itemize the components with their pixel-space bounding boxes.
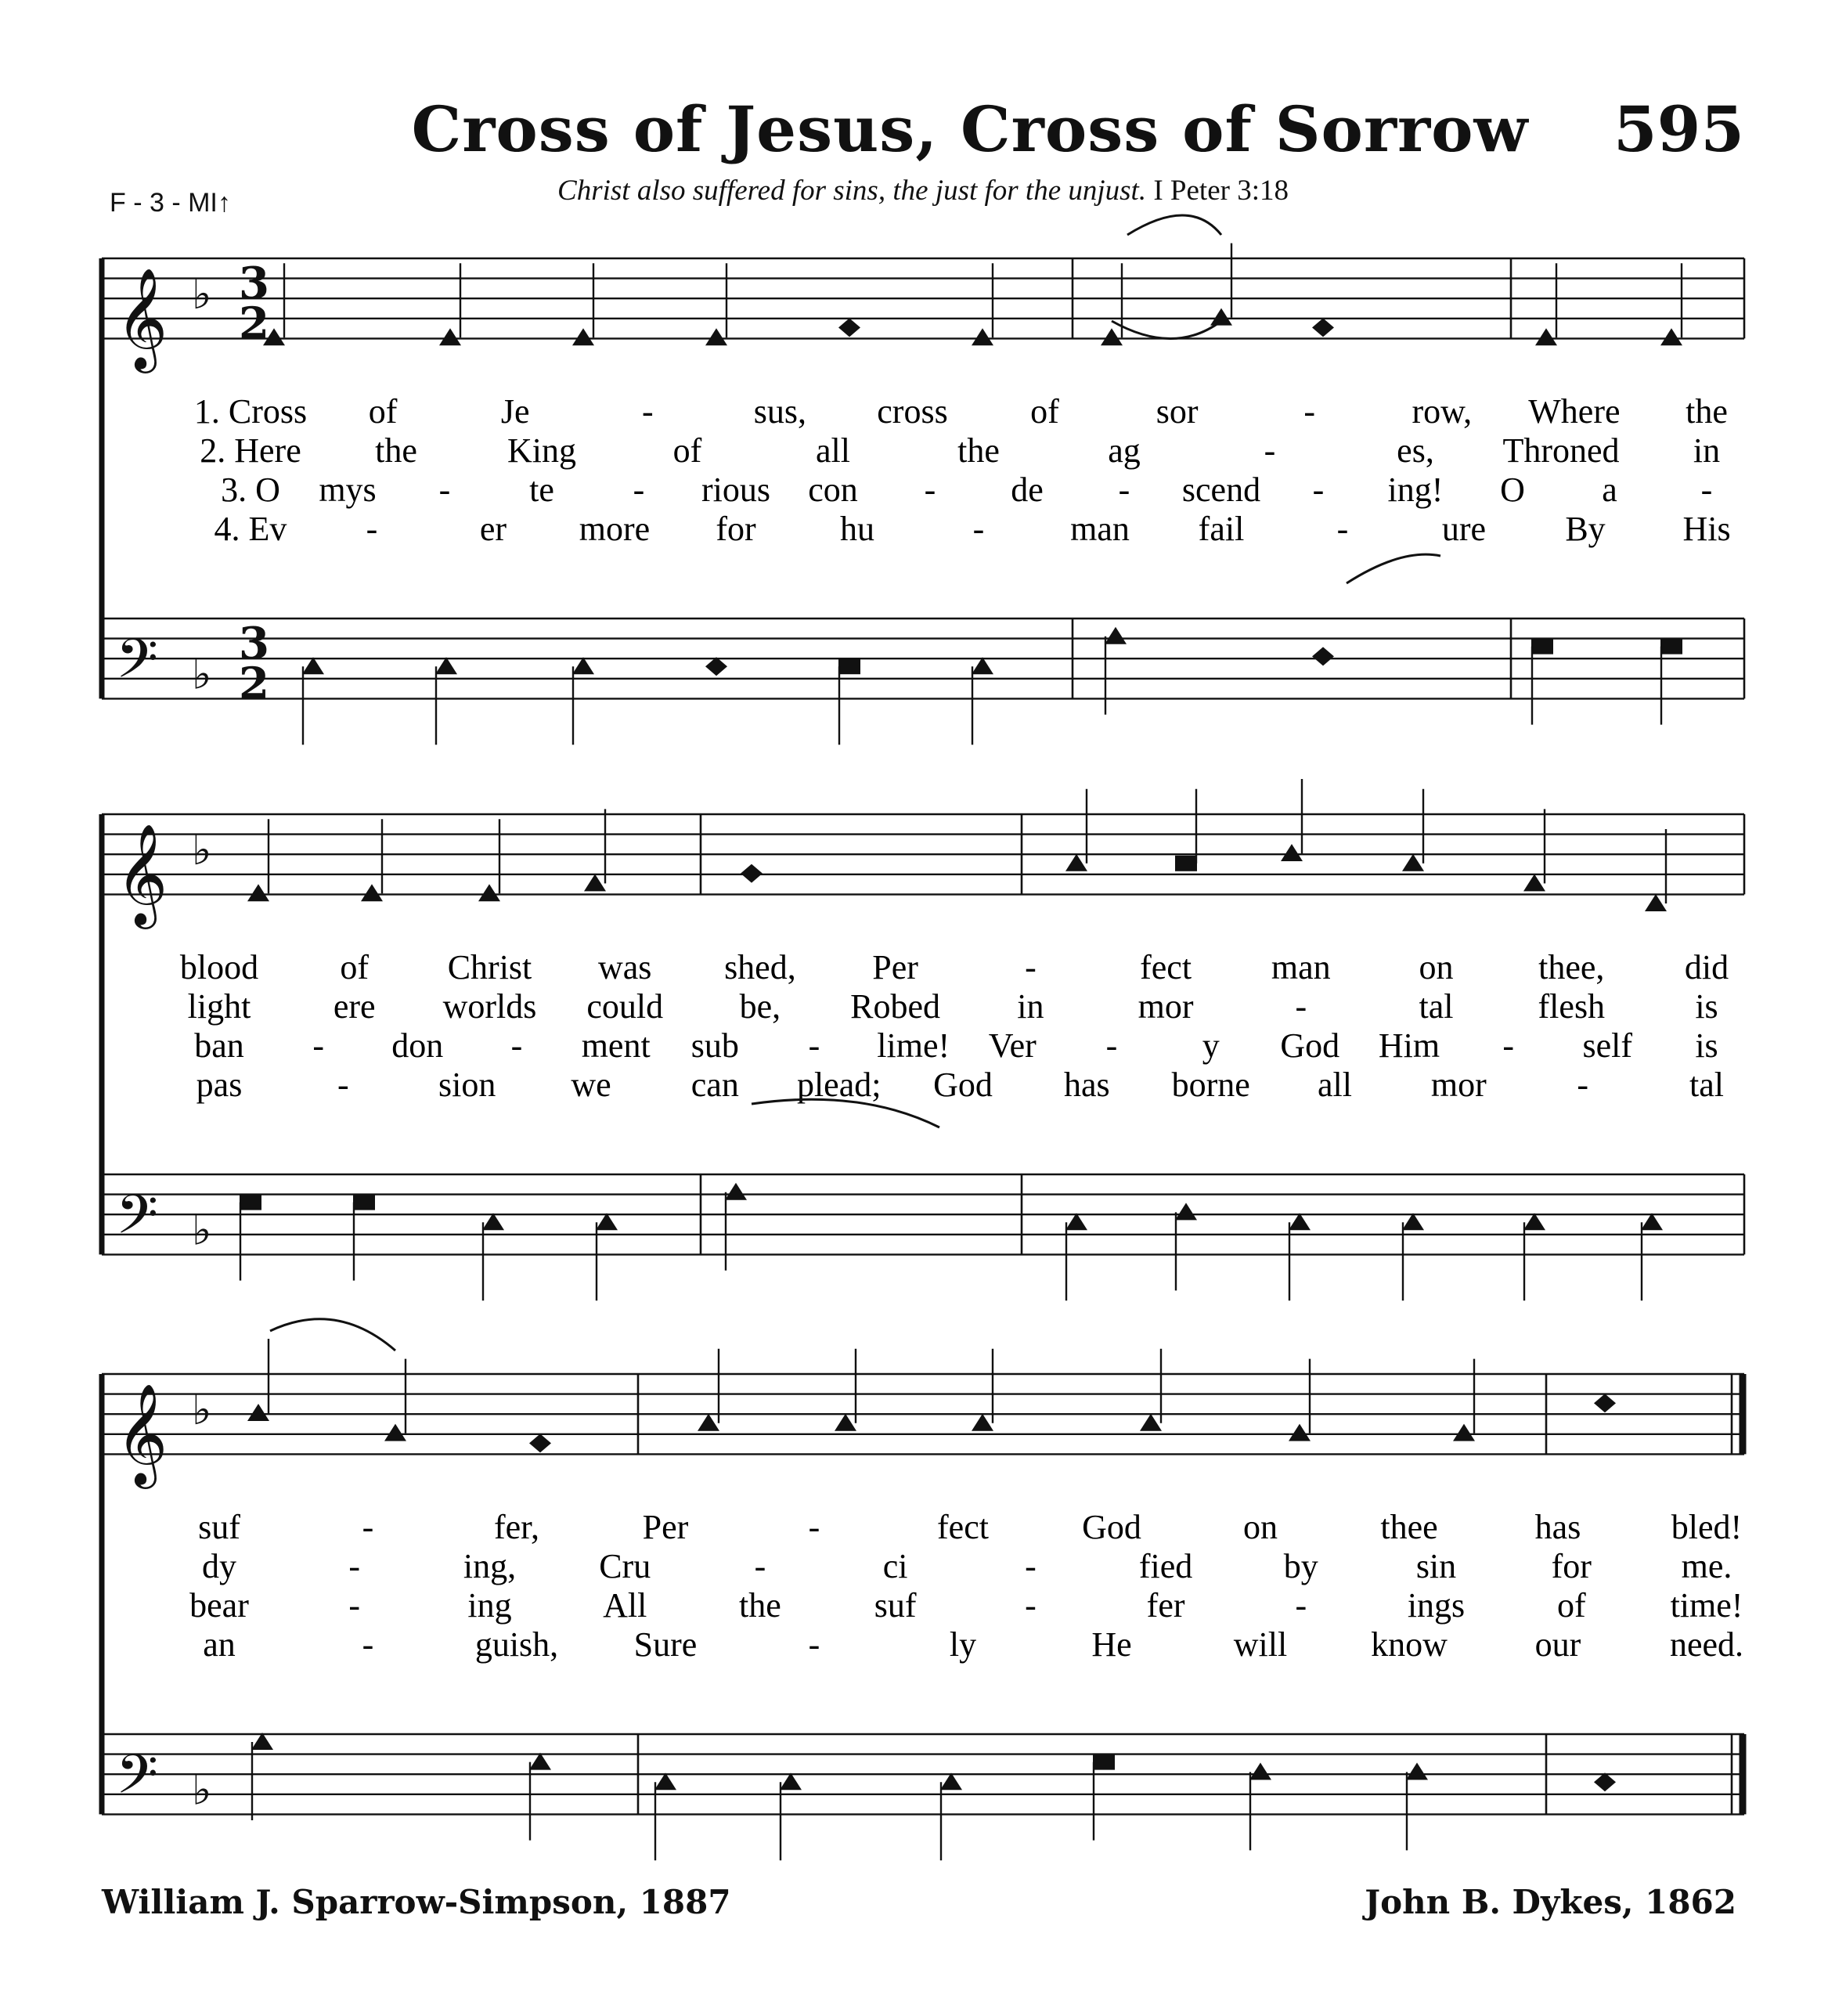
lyric-syllable: -	[1105, 1026, 1118, 1065]
bass-note	[1289, 1213, 1311, 1230]
lyric-syllable: bled!	[1671, 1508, 1743, 1546]
lyric-syllable: will	[1233, 1625, 1288, 1664]
lyric-syllable: scend	[1181, 471, 1261, 509]
bass-clef-icon: 𝄢	[116, 626, 159, 704]
treble-clef-icon: 𝄞	[116, 823, 168, 925]
lyric-syllable: sub	[690, 1026, 739, 1065]
lyric-syllable: mor	[1430, 1066, 1487, 1104]
treble-note	[247, 884, 269, 901]
lyric-syllable: me.	[1681, 1547, 1732, 1585]
lyric-syllable: more	[579, 510, 651, 548]
lyric-syllable: sus,	[753, 392, 807, 431]
lyric-syllable: bear	[189, 1586, 249, 1625]
lyric-syllable: of	[340, 948, 370, 986]
lyric-syllable: -	[348, 1547, 361, 1585]
lyric-syllable: suf	[198, 1508, 240, 1546]
lyric-syllable: ly	[949, 1625, 977, 1664]
lyric-syllable: Je	[500, 392, 530, 431]
lyric-syllable: could	[586, 987, 664, 1026]
lyric-syllable: God	[1280, 1026, 1340, 1065]
lyric-syllable: ings	[1407, 1586, 1466, 1625]
lyric-syllable: All	[603, 1586, 647, 1625]
treble-note	[384, 1424, 406, 1441]
lyric-syllable: Ver	[988, 1026, 1037, 1065]
lyric-syllable: -	[754, 1547, 766, 1585]
lyric-syllable: of	[672, 431, 702, 470]
lyric-syllable: mor	[1138, 987, 1194, 1026]
lyric-syllable: don	[391, 1026, 444, 1065]
lyric-syllable: worlds	[442, 987, 537, 1026]
lyric-syllable: -	[1502, 1026, 1515, 1065]
lyric-syllable: shed,	[724, 948, 796, 986]
lyric-syllable: rious	[701, 471, 770, 509]
bass-note	[940, 1773, 962, 1790]
lyric-syllable: tal	[1419, 987, 1454, 1026]
treble-note	[247, 1404, 269, 1421]
lyric-syllable: plead;	[796, 1066, 882, 1104]
bass-note	[1641, 1213, 1663, 1230]
lyric-syllable: man	[1070, 510, 1130, 548]
slur	[1127, 215, 1221, 235]
lyric-syllable: y	[1202, 1026, 1220, 1065]
bass-clef-icon: 𝄢	[116, 1742, 159, 1819]
lyric-syllable: lime!	[877, 1026, 950, 1065]
lyric-syllable: cross	[877, 392, 948, 431]
lyric-syllable: was	[597, 948, 652, 986]
lyric-syllable: can	[690, 1066, 739, 1104]
lyric-syllable: His	[1682, 510, 1731, 548]
bass-note	[353, 1195, 375, 1210]
lyric-syllable: es,	[1397, 431, 1434, 470]
lyric-syllable: Throned	[1502, 431, 1620, 470]
lyric-syllable: O	[1500, 471, 1525, 509]
treble-note	[529, 1434, 551, 1452]
lyric-syllable: for	[716, 510, 756, 548]
lyric-syllable: flesh	[1538, 987, 1606, 1026]
treble-note	[1140, 1414, 1162, 1431]
lyric-syllable: 3. O	[221, 471, 280, 509]
treble-note	[1645, 894, 1667, 911]
lyric-syllable: the	[1686, 392, 1728, 431]
lyric-syllable: know	[1371, 1625, 1448, 1664]
lyric-syllable: ing!	[1387, 471, 1444, 509]
lyric-syllable: -	[510, 1026, 523, 1065]
time-signature-bottom: 2	[239, 658, 269, 710]
lyric-syllable: ing,	[463, 1547, 517, 1585]
lyric-syllable: the	[739, 1586, 781, 1625]
lyric-syllable: we	[571, 1066, 611, 1104]
lyric-syllable: God	[933, 1066, 993, 1104]
bass-note	[725, 1183, 747, 1200]
lyric-syllable: the	[375, 431, 417, 470]
lyric-syllable: Sure	[633, 1625, 698, 1664]
treble-note	[698, 1414, 719, 1431]
lyric-syllable: -	[1336, 510, 1349, 548]
tie	[1112, 321, 1221, 339]
lyric-syllable: -	[1312, 471, 1325, 509]
lyric-syllable: the	[957, 431, 1000, 470]
bass-note	[572, 657, 594, 674]
bass-note	[1594, 1773, 1616, 1791]
lyric-syllable: borne	[1171, 1066, 1250, 1104]
treble-note	[1101, 328, 1123, 345]
treble-note	[1065, 854, 1087, 871]
lyric-syllable: is	[1695, 1026, 1718, 1065]
bass-note	[780, 1773, 802, 1790]
lyric-syllable: man	[1271, 948, 1331, 986]
lyric-syllable: be,	[739, 987, 781, 1026]
lyric-syllable: ing	[467, 1586, 512, 1625]
key-marker: F - 3 - MI↑	[110, 188, 231, 218]
lyric-syllable: ment	[581, 1026, 651, 1065]
key-flat-icon: ♭	[192, 1385, 212, 1434]
treble-note	[835, 1414, 856, 1431]
treble-clef-icon: 𝄞	[116, 267, 168, 370]
lyric-syllable: -	[1700, 471, 1713, 509]
key-flat-icon: ♭	[192, 1205, 212, 1255]
lyric-syllable: guish,	[474, 1625, 559, 1664]
lyric-syllable: on	[1243, 1508, 1278, 1546]
lyric-syllable: sor	[1156, 392, 1199, 431]
treble-note	[1175, 856, 1197, 871]
lyric-syllable: -	[972, 510, 985, 548]
bass-note	[435, 657, 457, 674]
bass-note	[1312, 647, 1334, 665]
scripture-quote: Christ also suffered for sins, the just for the unjust.	[557, 175, 1147, 207]
slur	[1347, 554, 1440, 583]
bass-note	[1065, 1213, 1087, 1230]
lyric-syllable: 2. Here	[200, 431, 301, 470]
lyric-syllable: -	[312, 1026, 325, 1065]
bass-note	[1531, 639, 1553, 655]
lyric-syllable: a	[1602, 471, 1617, 509]
lyric-syllable: 4. Ev	[214, 510, 287, 548]
lyric-syllable: on	[1419, 948, 1454, 986]
treble-note	[1402, 854, 1424, 871]
hymn-number: 595	[1613, 92, 1744, 166]
lyric-syllable: dy	[202, 1547, 236, 1585]
lyric-syllable: -	[1295, 987, 1307, 1026]
treble-note	[972, 1414, 993, 1431]
lyric-syllable: -	[641, 392, 654, 431]
treble-note	[572, 328, 594, 345]
lyric-syllable: mys	[319, 471, 377, 509]
lyric-syllable: -	[808, 1508, 820, 1546]
bass-note	[1402, 1213, 1424, 1230]
lyric-syllable: has	[1063, 1066, 1110, 1104]
lyric-syllable: By	[1565, 510, 1606, 548]
key-flat-icon: ♭	[192, 269, 212, 319]
key-flat-icon: ♭	[192, 1765, 212, 1815]
lyric-syllable: -	[1025, 1547, 1037, 1585]
lyric-syllable: all	[1318, 1066, 1352, 1104]
lyric-syllable: has	[1534, 1508, 1581, 1546]
lyric-syllable: fect	[937, 1508, 989, 1546]
key-flat-icon: ♭	[192, 649, 212, 699]
treble-note	[1312, 318, 1334, 337]
bass-note	[1093, 1755, 1115, 1770]
bass-note	[596, 1213, 618, 1230]
bass-note	[1175, 1203, 1197, 1220]
treble-note	[838, 318, 860, 337]
lyric-syllable: all	[816, 431, 850, 470]
treble-note	[1594, 1394, 1616, 1412]
lyric-syllable: fer,	[493, 1508, 540, 1546]
lyric-syllable: ban	[194, 1026, 244, 1065]
treble-clef-icon: 𝄞	[116, 1383, 168, 1485]
lyric-syllable: hu	[840, 510, 874, 548]
bass-note	[705, 657, 727, 676]
lyric-syllable: of	[368, 392, 398, 431]
bass-note	[529, 1753, 551, 1770]
treble-note	[741, 864, 763, 883]
lyric-syllable: Where	[1528, 392, 1621, 431]
lyric-syllable: Cru	[599, 1547, 651, 1585]
scripture-reference: I Peter 3:18	[1153, 175, 1289, 207]
lyric-syllable: -	[1295, 1586, 1307, 1625]
lyric-syllable: -	[1303, 392, 1316, 431]
bass-note	[1660, 639, 1682, 655]
bass-note	[302, 657, 324, 674]
lyric-syllable: de	[1011, 471, 1044, 509]
lyric-syllable: sion	[438, 1066, 496, 1104]
lyric-syllable: fied	[1138, 1547, 1193, 1585]
lyric-syllable: -	[808, 1026, 820, 1065]
treble-note	[1660, 328, 1682, 345]
bass-note	[654, 1773, 676, 1790]
lyric-syllable: did	[1684, 948, 1729, 986]
lyric-syllable: for	[1551, 1547, 1592, 1585]
lyric-syllable: -	[438, 471, 451, 509]
lyric-syllable: ure	[1441, 510, 1487, 548]
lyric-syllable: time!	[1670, 1586, 1743, 1625]
slur	[270, 1319, 395, 1351]
lyric-syllable: -	[362, 1625, 374, 1664]
lyric-syllable: ci	[882, 1547, 908, 1585]
treble-note	[478, 884, 500, 901]
lyric-syllable: fail	[1198, 510, 1245, 548]
bass-note	[482, 1213, 504, 1230]
lyric-syllable: suf	[874, 1586, 917, 1625]
lyric-syllable: row,	[1412, 392, 1473, 431]
lyric-syllable: er	[479, 510, 507, 548]
lyric-syllable: of	[1030, 392, 1059, 431]
time-signature-top: 3	[239, 258, 269, 310]
lyric-syllable: sin	[1415, 1547, 1457, 1585]
key-flat-icon: ♭	[192, 825, 212, 875]
lyric-syllable: Christ	[447, 948, 532, 986]
lyric-syllable: our	[1534, 1625, 1581, 1664]
lyric-syllable: is	[1695, 987, 1718, 1026]
lyric-syllable: con	[808, 471, 858, 509]
lyric-syllable: by	[1283, 1547, 1318, 1585]
treble-note	[1210, 308, 1232, 326]
lyric-syllable: He	[1091, 1625, 1132, 1664]
author-credit: William J. Sparrow-Simpson, 1887	[102, 1883, 731, 1921]
lyric-syllable: an	[203, 1625, 236, 1664]
treble-note	[584, 874, 606, 891]
lyric-syllable: of	[1556, 1586, 1586, 1625]
lyric-syllable: -	[1025, 1586, 1037, 1625]
lyric-syllable: -	[633, 471, 645, 509]
treble-note	[1453, 1424, 1475, 1441]
lyric-syllable: thee,	[1538, 948, 1605, 986]
lyric-syllable: -	[1025, 948, 1037, 986]
treble-note	[1281, 844, 1303, 861]
bass-note	[1523, 1213, 1545, 1230]
bass-note	[838, 658, 860, 674]
lyric-syllable: -	[348, 1586, 361, 1625]
lyric-syllable: in	[1017, 987, 1044, 1026]
lyric-syllable: -	[337, 1066, 349, 1104]
treble-note	[972, 328, 993, 345]
lyric-syllable: light	[187, 987, 251, 1026]
lyric-syllable: ag	[1108, 431, 1141, 470]
lyric-syllable: Robed	[850, 987, 941, 1026]
lyric-syllable: in	[1693, 431, 1721, 470]
lyric-syllable: -	[366, 510, 378, 548]
composer-credit: John B. Dykes, 1862	[1365, 1883, 1736, 1921]
bass-note	[1406, 1762, 1428, 1780]
time-signature-bottom: 2	[239, 298, 269, 350]
treble-note	[1535, 328, 1557, 345]
lyric-syllable: ere	[333, 987, 376, 1026]
lyric-syllable: self	[1582, 1026, 1633, 1065]
lyric-syllable: King	[507, 431, 576, 470]
bass-note	[251, 1733, 273, 1750]
treble-note	[1289, 1424, 1311, 1441]
lyric-syllable: need.	[1669, 1625, 1744, 1664]
treble-note	[1523, 874, 1545, 891]
lyric-syllable: fer	[1146, 1586, 1185, 1625]
lyric-syllable: fect	[1140, 948, 1192, 986]
lyric-syllable: -	[1577, 1066, 1589, 1104]
lyric-syllable: God	[1082, 1508, 1141, 1546]
treble-note	[705, 328, 727, 345]
time-signature-top: 3	[239, 618, 269, 670]
bass-note	[240, 1195, 261, 1210]
lyric-syllable: -	[808, 1625, 820, 1664]
lyric-syllable: 1. Cross	[193, 392, 308, 431]
lyric-syllable: Him	[1378, 1026, 1440, 1065]
bass-clef-icon: 𝄢	[116, 1182, 159, 1260]
bass-note	[1249, 1762, 1271, 1780]
lyric-syllable: -	[1264, 431, 1276, 470]
lyric-syllable: pas	[196, 1066, 243, 1104]
lyric-syllable: -	[1118, 471, 1130, 509]
lyric-syllable: -	[362, 1508, 374, 1546]
treble-note	[361, 884, 383, 901]
treble-note	[439, 328, 461, 345]
lyric-syllable: blood	[179, 948, 259, 986]
lyric-syllable: Per	[642, 1508, 689, 1546]
lyric-syllable: te	[529, 471, 554, 509]
bass-note	[1105, 627, 1127, 644]
bass-note	[972, 657, 993, 674]
lyric-syllable: -	[924, 471, 936, 509]
lyric-syllable: thee	[1380, 1508, 1438, 1546]
lyric-syllable: Per	[872, 948, 918, 986]
lyric-syllable: tal	[1689, 1066, 1724, 1104]
hymn-title: Cross of Jesus, Cross of Sorrow	[411, 92, 1529, 166]
